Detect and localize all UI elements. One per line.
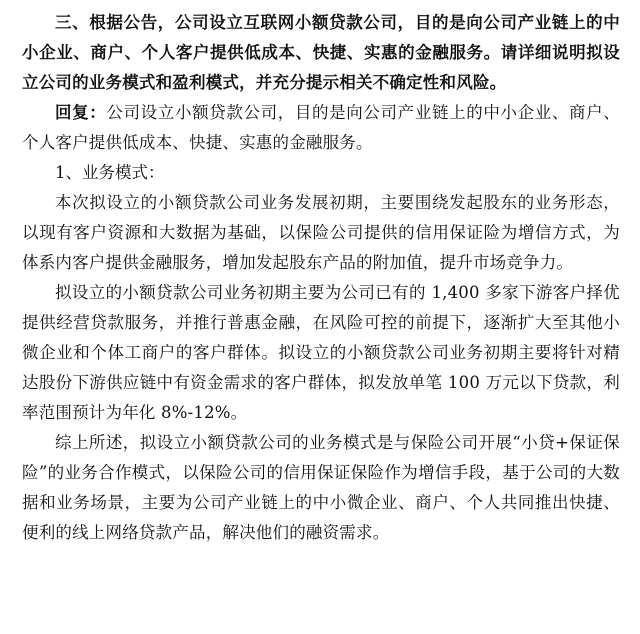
question-paragraph: 三、根据公告，公司设立互联网小额贷款公司，目的是向公司产业链上的中小企业、商户、个人客户提供低成本、快捷、实惠的金融服务。请详细说明拟设立公司的业务模式和盈利模式，并充分提示相关不确定性和风险。 (22, 13, 620, 92)
reply-label: 回复： (55, 103, 107, 122)
body-paragraph: 本次拟设立的小额贷款公司业务发展初期，主要围绕发起股东的业务形态，以现有客户资源和大数据为基础，以保险公司提供的信用保证险为增信方式，为体系内客户提供金融服务，增加发起股东产品的附加值，提升市场竞争力。 (22, 193, 620, 272)
reply-paragraph (22, 98, 620, 158)
body-paragraph: 综上所述，拟设立小额贷款公司的业务模式是与保险公司开展“小贷+保证保险”的业务合作模式，以保险公司的信用保证保险作为增信手段，基于公司的大数据和业务场景，主要为公司产业链上的中小微企业、商户、个人共同推出快捷、便利的线上网络贷款产品，解决他们的融资需求。 (22, 433, 620, 542)
section-heading: 1、业务模式： (55, 163, 165, 182)
document-page (22, 8, 620, 548)
body-paragraph: 拟设立的小额贷款公司业务初期主要为公司已有的 1,400 多家下游客户择优提供经营贷款服务，并推行普惠金融，在风险可控的前提下，逐渐扩大至其他小微企业和个体工商户的客户群体。拟设立的小额贷款公司业务初期主要将针对精达股份下游供应链中有资金需求的客户群体，拟发放单笔 100 万元以下贷款，利率范围预计为年化 8%-12%。 (22, 283, 620, 422)
reply-text: 公司设立小额贷款公司，目的是向公司产业链上的中小企业、商户、个人客户提供低成本、快捷、实惠的金融服务。 (22, 103, 620, 152)
